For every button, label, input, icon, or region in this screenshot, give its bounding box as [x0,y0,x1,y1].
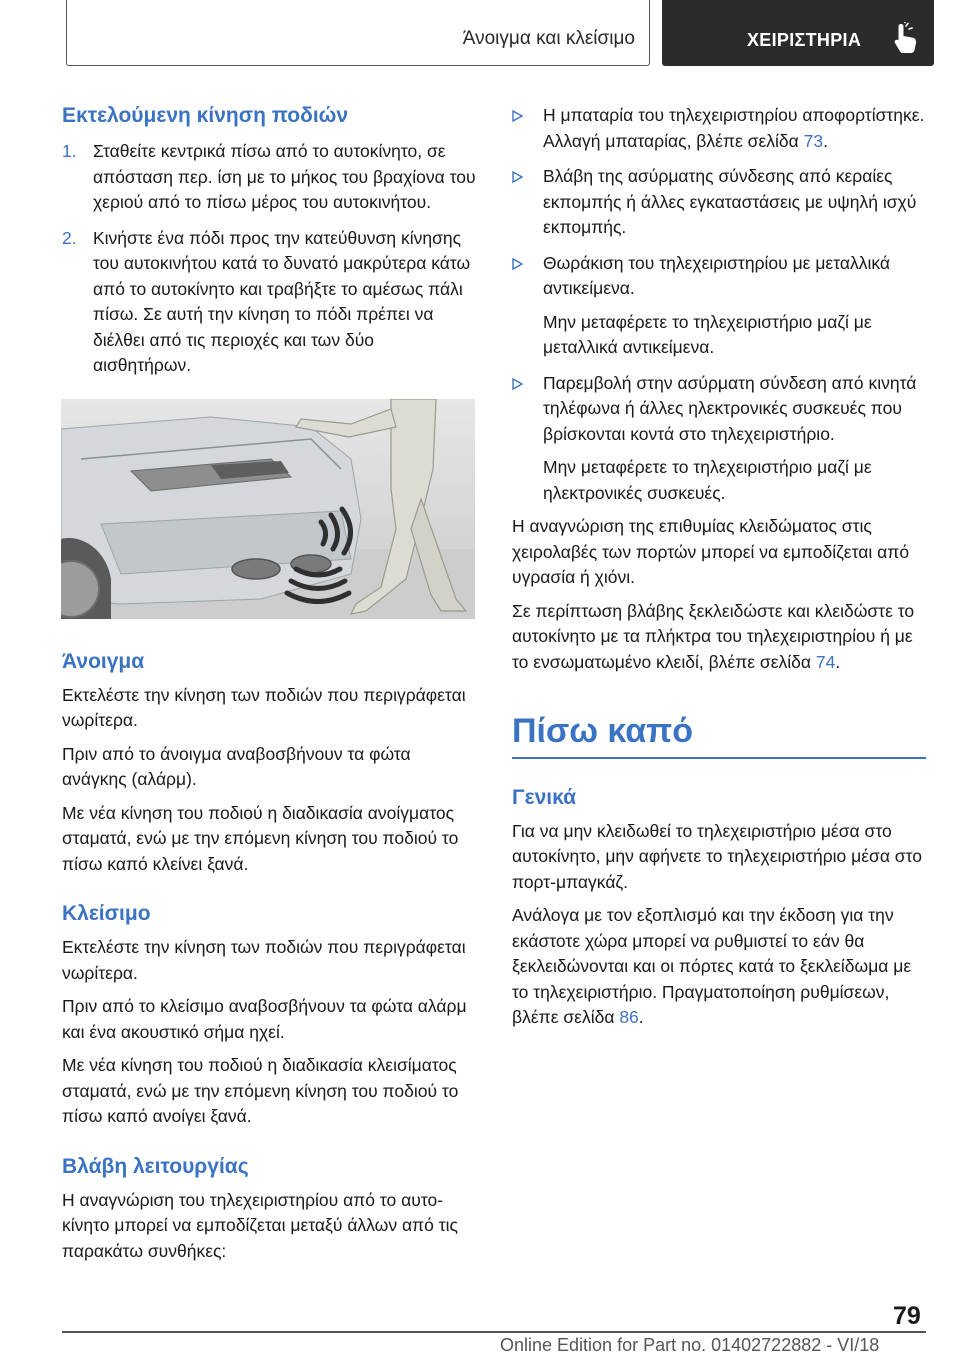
triangle-bullet-icon [512,378,523,390]
triangle-bullet-icon [512,110,523,122]
paragraph [512,599,926,676]
header-chapter-title: ΧΕΙΡΙΣΤΗΡΙΑ [747,30,862,50]
header-chapter-tab[interactable] [662,0,934,66]
section-title-opening: Άνοιγμα [62,649,145,673]
step-number: 2. [62,227,77,248]
section-title-malfunction: Βλάβη λειτουργίας [62,1154,249,1178]
step-number: 1. [62,141,77,161]
header-section-title: Άνοιγμα και κλείσιμο [462,28,635,49]
section-title-general: Γενικά [512,785,577,809]
hand-pointer-icon [892,22,920,54]
list-item [512,371,926,448]
triangle-bullet-icon [512,171,523,183]
list-item-note: Μην μεταφέρετε το τηλεχειριστήριο μαζί με μεταλλικά αντικείμενα. [543,311,872,357]
paragraph: Πριν από το άνοιγμα αναβοσβήνουν τα φώτα ανάγκης (αλάρμ). [62,743,411,789]
section-title-foot-movement: Εκτελούμενη κίνηση ποδιών [62,104,349,127]
triangle-bullet-icon [512,258,523,270]
paragraph: Η αναγνώριση της επιθυμίας κλειδώματος στις χειρολαβές των πορτών μπορεί να εμποδίζεται από υγρασία ή χιόνι. [512,516,910,587]
title-divider [512,757,926,759]
chapter-title-tailgate: Πίσω καπό [512,712,693,750]
paragraph-text: Σε περίπτωση βλάβης ξεκλειδώστε και κλειδώστε το αυτοκίνητο με τα πλήκτρα του τηλεχειριστηρίου ή με το ενσωματωμένο κλειδί, βλέπε σελίδα [512,600,915,672]
page-link[interactable]: 86 [619,1007,639,1027]
list-item-text: Παρεμβολή στην ασύρματη σύνδεση από κινητά τηλέφωνα ή άλλες ηλεκτρονικές συσκευές που βρίσκονται κοντά στο τηλεχειριστήριο. [543,372,917,444]
step-item [62,226,476,379]
list-item-text: Θωράκιση του τηλεχειριστηρίου με μεταλλικά αντικείμενα. [543,252,891,298]
list-item [512,164,926,241]
header-section-box [66,0,650,66]
paragraph: Για να μην κλειδωθεί το τηλεχειριστήριο μέσα στο αυτοκίνητο, μην αφήνετε το τηλεχειριστήριο μέσα στο πορτ-μπαγκάζ. [512,820,923,892]
right-column [512,103,926,1031]
paragraph: Εκτελέστε την κίνηση των ποδιών που περιγράφεται νωρίτερα. [62,937,466,983]
paragraph-tail: . [638,1007,644,1027]
step-text: Σταθείτε κεντρικά πίσω από το αυτοκίνητο, σε απόσταση περ. ίση με το μήκος του βραχίονα του χεριού από το πίσω μέρος του αυτοκινήτου. [93,141,476,212]
list-item [512,103,926,154]
list-item-text: Βλάβη της ασύρματης σύνδεσης από κεραίες εκπομπής ή άλλες εγκαταστάσεις με υψηλή ισχύ εκπομπής. [543,166,917,237]
paragraph-tail: . [835,651,841,672]
page-number: 79 [893,1302,921,1330]
paragraph: Με νέα κίνηση του ποδιού η διαδικασία κλεισίματος σταματά, ενώ με την επόμενη κίνηση του ποδιού το πίσω καπό ανοίγει ξανά. [62,1055,459,1126]
list-item-text: Η μπαταρία του τηλεχειριστηρίου αποφορτίστηκε. Αλλαγή μπαταρίας, βλέπε σελίδα [543,105,925,151]
paragraph: Η αναγνώριση του τηλεχειριστηρίου από το αυτοκίνητο μπορεί να εμποδίζεται μεταξύ άλλων από τις παρακάτω συνθήκες: [62,1189,458,1261]
page-link[interactable]: 73 [803,130,824,151]
car-rear-illustration-svg [61,399,475,619]
paragraph [512,903,926,1031]
left-column [62,103,476,1264]
paragraph: Εκτελέστε την κίνηση των ποδιών που περιγράφεται νωρίτερα. [62,684,466,730]
footer-divider [62,1331,926,1333]
paragraph: Πριν από το κλείσιμο αναβοσβήνουν τα φώτα αλάρμ και ένα ακουστικό σήμα ηχεί. [62,996,467,1042]
step-item [62,139,476,216]
section-title-closing: Κλείσιμο [62,902,151,925]
list-item-note: Μην μεταφέρετε το τηλεχειριστήριο μαζί με ηλεκτρονικές συσκευές. [543,457,872,503]
paragraph-text: Ανάλογα με τον εξοπλισμό και την έκδοση για την εκάστοτε χώρα μπορεί να ρυθμιστεί το εάν θα ξεκλειδώνονται και οι πόρτες κατά το ξεκλείδωμα με το τηλεχειριστήριο. Πραγματοποίηση ρυθμίσεων, βλέπε σελίδα [512,905,912,1027]
page-link[interactable]: 74 [815,651,836,672]
list-item [512,251,926,302]
paragraph: Με νέα κίνηση του ποδιού η διαδικασία ανοίγματος σταματά, ενώ με την επόμενη κίνηση του ποδιού το πίσω καπό κλείνει ξανά. [62,802,459,874]
step-text: Κινήστε ένα πόδι προς την κατεύθυνση κίνησης του αυτοκινήτου κατά το δυνατό μακρύτερα κάτω από το αυτοκίνητο και τραβήξτε το αμέσως πάλι πίσω. Σε αυτή την κίνηση το πόδι πρέπει να διέλθει από τις περιοχές και των δύο αισθητήρων. [93,227,471,375]
car-rear-foot-sensor-illustration [61,399,475,619]
footer-edition: Online Edition for Part no. 01402722882 - VI/18 [500,1335,880,1355]
list-item-tail: . [823,130,828,151]
